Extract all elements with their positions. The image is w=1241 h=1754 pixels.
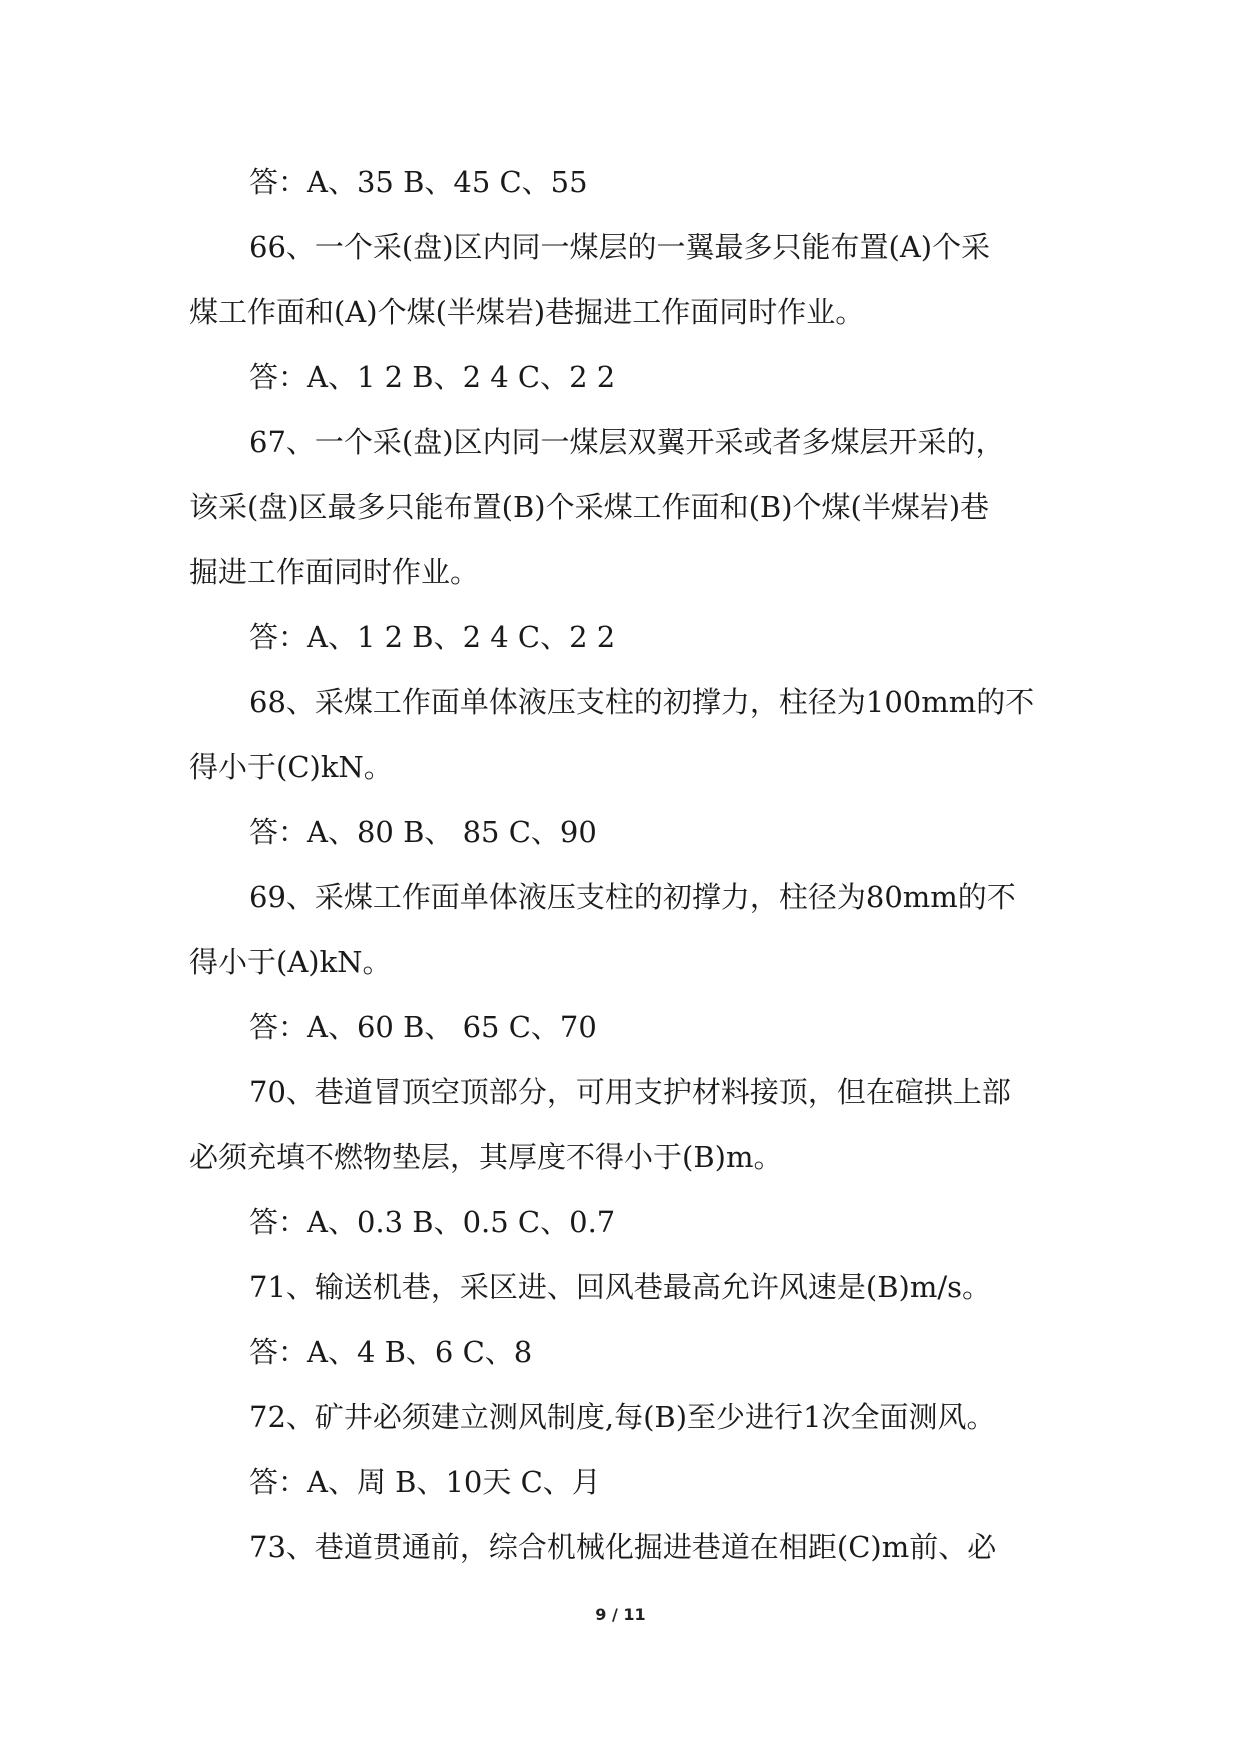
question-66-line-1: 66、一个采(盘)区内同一煤层的一翼最多只能布置(A)个采 — [249, 230, 991, 264]
answer-line-66: 答：A、1 2 B、2 4 C、2 2 — [249, 360, 616, 394]
answer-line-68: 答：A、80 B、 85 C、90 — [249, 815, 597, 849]
answer-line-72: 答：A、周 B、10天 C、月 — [249, 1465, 601, 1499]
question-67-line-2: 该采(盘)区最多只能布置(B)个采煤工作面和(B)个煤(半煤岩)巷 — [189, 490, 990, 524]
question-73-line-1: 73、巷道贯通前，综合机械化掘进巷道在相距(C)m前、必 — [249, 1530, 997, 1564]
answer-line-67: 答：A、1 2 B、2 4 C、2 2 — [249, 620, 616, 654]
question-67-line-3: 掘进工作面同时作业。 — [189, 555, 480, 589]
answer-line-70: 答：A、0.3 B、0.5 C、0.7 — [249, 1205, 616, 1239]
page-number: 9 / 11 — [595, 1605, 646, 1624]
question-71-line-1: 71、输送机巷，采区进、回风巷最高允许风速是(B)m/s。 — [249, 1270, 991, 1304]
page-content — [189, 150, 1069, 1580]
question-70-line-2: 必须充填不燃物垫层，其厚度不得小于(B)m。 — [189, 1140, 783, 1174]
question-69-line-1: 69、采煤工作面单体液压支柱的初撑力，柱径为80mm的不 — [249, 880, 1016, 914]
question-68-line-2: 得小于(C)kN。 — [189, 750, 393, 784]
answer-line-71: 答：A、4 B、6 C、8 — [249, 1335, 533, 1369]
question-67-line-1: 67、一个采(盘)区内同一煤层双翼开采或者多煤层开采的， — [249, 425, 1005, 459]
question-70-line-1: 70、巷道冒顶空顶部分，可用支护材料接顶，但在碹拱上部 — [249, 1075, 1011, 1109]
answer-line-69: 答：A、60 B、 65 C、70 — [249, 1010, 597, 1044]
question-69-line-2: 得小于(A)kN。 — [189, 945, 392, 979]
answer-line-65: 答：A、35 B、45 C、55 — [249, 165, 588, 199]
question-68-line-1: 68、采煤工作面单体液压支柱的初撑力，柱径为100mm的不 — [249, 685, 1035, 719]
question-66-line-2: 煤工作面和(A)个煤(半煤岩)巷掘进工作面同时作业。 — [189, 295, 865, 329]
question-72-line-1: 72、矿井必须建立测风制度,每(B)至少进行1次全面测风。 — [249, 1400, 996, 1434]
